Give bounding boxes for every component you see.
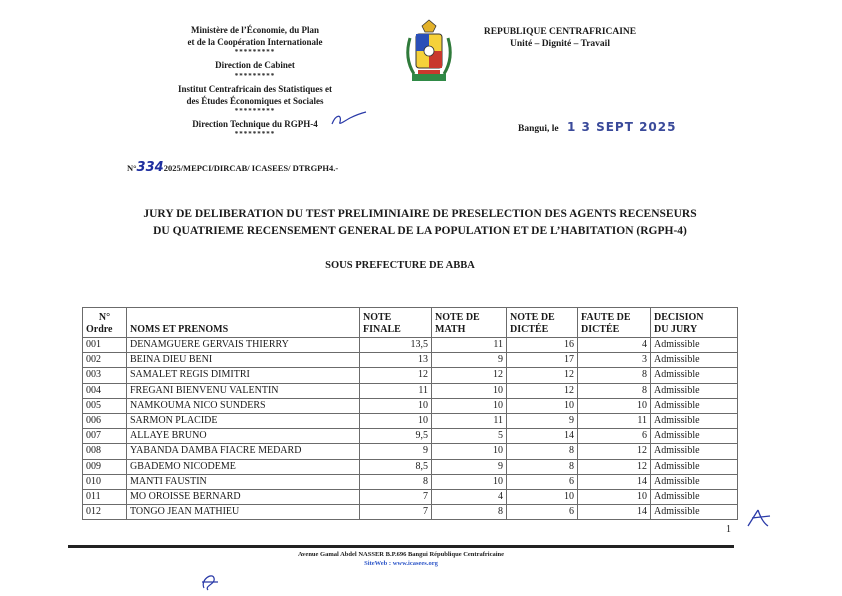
title-line2: DU QUATRIEME RECENSEMENT GENERAL DE LA POPULATION ET DE L’HABITATION (RGPH-4) (153, 225, 687, 237)
stars-separator: ********* (234, 130, 276, 139)
document-subtitle: SOUS PREFECTURE DE ABBA (325, 260, 475, 271)
cell-decision: Admissible (651, 505, 738, 520)
cell-faute-dictee: 12 (578, 459, 651, 474)
stars-separator: ********* (234, 107, 276, 116)
cell-note-math: 4 (432, 489, 507, 504)
initials-signature (744, 506, 774, 530)
table-row (83, 474, 738, 489)
footer-website[interactable]: SiteWeb : www.icasees.org (364, 560, 438, 567)
table-row (83, 338, 738, 353)
cell-note-math: 10 (432, 444, 507, 459)
technical-direction (150, 118, 360, 130)
cell-faute-dictee: 3 (578, 353, 651, 368)
table-row (83, 413, 738, 428)
document-title (60, 206, 780, 240)
cell-note-finale: 8 (360, 474, 432, 489)
cell-ordre: 003 (83, 368, 127, 383)
cell-ordre: 012 (83, 505, 127, 520)
cell-note-dictee: 17 (507, 353, 578, 368)
col-ordre: N° Ordre (83, 308, 127, 338)
results-table (82, 307, 738, 520)
cell-note-finale: 9,5 (360, 429, 432, 444)
cell-faute-dictee: 8 (578, 368, 651, 383)
cell-name: FREGANI BIENVENU VALENTIN (127, 383, 360, 398)
cell-ordre: 005 (83, 398, 127, 413)
cell-ordre: 006 (83, 413, 127, 428)
date-stamp: 1 3 SEPT 2025 (567, 120, 677, 134)
cell-note-dictee: 10 (507, 398, 578, 413)
cell-ordre: 010 (83, 474, 127, 489)
cell-name: GBADEMO NICODEME (127, 459, 360, 474)
cell-faute-dictee: 10 (578, 398, 651, 413)
cell-ordre: 007 (83, 429, 127, 444)
col-name: NOMS ET PRENOMS (127, 308, 360, 338)
cell-note-dictee: 16 (507, 338, 578, 353)
cell-note-math: 11 (432, 338, 507, 353)
date-line (518, 120, 676, 134)
ministry-line2: et de la Coopération Internationale (187, 37, 323, 48)
cell-faute-dictee: 4 (578, 338, 651, 353)
cell-note-math: 8 (432, 505, 507, 520)
cell-decision: Admissible (651, 353, 738, 368)
cell-name: SARMON PLACIDE (127, 413, 360, 428)
ministry-header (150, 24, 360, 138)
cell-note-math: 10 (432, 474, 507, 489)
cell-decision: Admissible (651, 474, 738, 489)
col-faute-dictee: FAUTE DE DICTÉE (578, 308, 651, 338)
table-row (83, 353, 738, 368)
date-prefix: Bangui, le (518, 124, 559, 134)
initials-signature (198, 570, 222, 592)
col-note-dictee: NOTE DE DICTÉE (507, 308, 578, 338)
cell-decision: Admissible (651, 398, 738, 413)
table-row (83, 459, 738, 474)
national-motto: Unité – Dignité – Travail (510, 39, 610, 49)
cell-decision: Admissible (651, 489, 738, 504)
stars-separator: ********* (234, 48, 276, 57)
cell-decision: Admissible (651, 383, 738, 398)
table-row (83, 429, 738, 444)
cell-note-math: 5 (432, 429, 507, 444)
cell-ordre: 002 (83, 353, 127, 368)
country-name: REPUBLIQUE CENTRAFRICAINE (483, 27, 637, 37)
table-row (83, 444, 738, 459)
cell-decision: Admissible (651, 444, 738, 459)
cell-decision: Admissible (651, 459, 738, 474)
coat-of-arms-emblem (400, 18, 458, 86)
cell-name: TONGO JEAN MATHIEU (127, 505, 360, 520)
cell-faute-dictee: 14 (578, 474, 651, 489)
table-header-row (83, 308, 738, 338)
col-note-finale: NOTE FINALE (360, 308, 432, 338)
cell-note-finale: 13,5 (360, 338, 432, 353)
cell-note-math: 10 (432, 398, 507, 413)
table-row (83, 383, 738, 398)
cell-note-finale: 10 (360, 398, 432, 413)
cell-note-math: 9 (432, 353, 507, 368)
republic-header (470, 26, 650, 50)
cell-name: MO OROISSE BERNARD (127, 489, 360, 504)
ministry-line1: Ministère de l’Économie, du Plan (190, 25, 320, 35)
cell-decision: Admissible (651, 413, 738, 428)
cell-faute-dictee: 14 (578, 505, 651, 520)
cell-ordre: 011 (83, 489, 127, 504)
cell-note-math: 11 (432, 413, 507, 428)
cell-faute-dictee: 8 (578, 383, 651, 398)
cell-note-dictee: 10 (507, 489, 578, 504)
cell-ordre: 001 (83, 338, 127, 353)
footer (68, 550, 734, 568)
institute-line1: Institut Centrafricain des Statistiques et (178, 83, 332, 94)
cell-note-dictee: 8 (507, 444, 578, 459)
table-row (83, 489, 738, 504)
cell-name: NAMKOUMA NICO SUNDERS (127, 398, 360, 413)
page-number: 1 (726, 524, 731, 535)
cell-note-dictee: 6 (507, 505, 578, 520)
cell-name: SAMALET REGIS DIMITRI (127, 368, 360, 383)
technical-direction-label: Direction Technique du RGPH-4 (192, 119, 318, 130)
reference-number (127, 160, 338, 175)
cell-decision: Admissible (651, 368, 738, 383)
cell-note-finale: 7 (360, 505, 432, 520)
footer-divider (68, 545, 734, 548)
cell-note-finale: 8,5 (360, 459, 432, 474)
table-row (83, 368, 738, 383)
cell-note-math: 9 (432, 459, 507, 474)
institute-line2: des Études Économiques et Sociales (186, 95, 324, 106)
cell-note-dictee: 9 (507, 413, 578, 428)
cell-faute-dictee: 6 (578, 429, 651, 444)
initials-signature (328, 110, 368, 128)
cell-name: BEINA DIEU BENI (127, 353, 360, 368)
cell-note-finale: 7 (360, 489, 432, 504)
cell-note-finale: 11 (360, 383, 432, 398)
table-row (83, 398, 738, 413)
cell-note-math: 12 (432, 368, 507, 383)
cell-note-finale: 10 (360, 413, 432, 428)
cell-note-dictee: 14 (507, 429, 578, 444)
cell-faute-dictee: 12 (578, 444, 651, 459)
direction-cabinet: Direction de Cabinet (215, 60, 295, 71)
cell-note-dictee: 6 (507, 474, 578, 489)
table-row (83, 505, 738, 520)
reference-suffix: 2025/MEPCI/DIRCAB/ ICASEES/ DTRGPH4.- (163, 163, 339, 173)
reference-prefix: N° (127, 163, 137, 173)
cell-name: MANTI FAUSTIN (127, 474, 360, 489)
title-line1: JURY DE DELIBERATION DU TEST PRELIMINIAIRE DE PRESELECTION DES AGENTS RECENSEURS (143, 208, 697, 220)
cell-note-dictee: 12 (507, 383, 578, 398)
reference-handwritten-number: 334 (136, 160, 164, 175)
cell-name: DENAMGUERE GERVAIS THIERRY (127, 338, 360, 353)
stars-separator: ********* (234, 71, 276, 80)
cell-decision: Admissible (651, 429, 738, 444)
cell-note-dictee: 8 (507, 459, 578, 474)
cell-decision: Admissible (651, 338, 738, 353)
cell-ordre: 008 (83, 444, 127, 459)
cell-ordre: 009 (83, 459, 127, 474)
cell-note-finale: 13 (360, 353, 432, 368)
cell-faute-dictee: 10 (578, 489, 651, 504)
cell-note-dictee: 12 (507, 368, 578, 383)
cell-name: ALLAYE BRUNO (127, 429, 360, 444)
cell-note-finale: 9 (360, 444, 432, 459)
cell-ordre: 004 (83, 383, 127, 398)
cell-faute-dictee: 11 (578, 413, 651, 428)
cell-note-finale: 12 (360, 368, 432, 383)
cell-note-math: 10 (432, 383, 507, 398)
col-decision: DECISION DU JURY (651, 308, 738, 338)
cell-name: YABANDA DAMBA FIACRE MEDARD (127, 444, 360, 459)
footer-address: Avenue Gamal Abdel NASSER B.P.696 Bangui République Centrafricaine (297, 551, 505, 558)
col-note-math: NOTE DE MATH (432, 308, 507, 338)
